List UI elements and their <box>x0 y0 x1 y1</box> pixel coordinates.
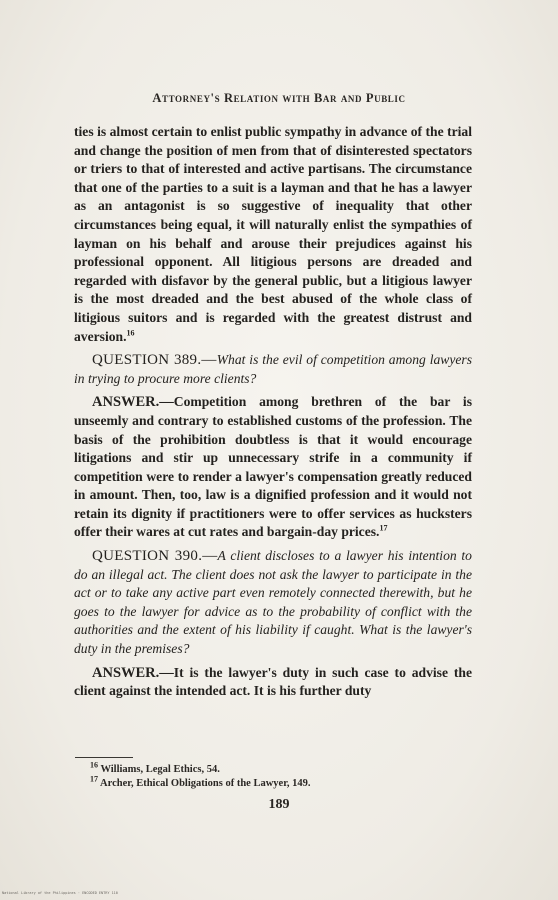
scan-stamp: National Library of the Philippines · ENCODED ENTRY 110 <box>2 891 118 895</box>
footnote-number: 17 <box>90 774 98 784</box>
question-389 <box>74 351 472 388</box>
footnote-text: Archer, Ethical Obligations of the Lawyer, 149. <box>100 778 311 789</box>
running-header: Attorney's Relation with Bar and Public <box>152 91 406 105</box>
question-390 <box>74 547 472 659</box>
footnote-17 <box>90 774 470 791</box>
page-number: 189 <box>268 797 290 812</box>
footnote-divider <box>75 757 133 758</box>
paragraph-text: ties is almost certain to enlist public sympathy in advance of the trial and change the position of men from that of disinterested spectators or triers to that of interested and active partisans. The circumstance that one of the parties to a suit is a layman and that he has a lawyer as an antagonist is so suggestive of inequality that other circumstances being equal, it will naturally enlist the sympathies of layman on his behalf and arouse their prejudices against his professional opponent. All litigious persons are dreaded and regarded with disfavor by the general public, but a litigious lawyer is the most dreaded and the best abused of the whole class of litigious suitors and is regarded with the greatest distrust and aversion. <box>74 124 472 344</box>
body-text <box>74 123 472 701</box>
footnote-ref: 17 <box>379 523 388 533</box>
question-label: QUESTION 390.— <box>92 548 218 565</box>
footnote-number: 16 <box>90 760 98 770</box>
answer-label: ANSWER.— <box>92 394 174 411</box>
answer-390 <box>74 664 472 701</box>
answer-text: Competition among brethren of the bar is unseemly and contrary to established customs of the profession. The basis of the prohibition doubtless is that it would encourage litigations and stir up unnecessary strife in a community if competition were to render a lawyer's compensation greatly reduced in amount. Then, too, law is a dignified profession and it would not retain its dignity if practitioners were to offer services as hucksters offer their wares at cut rates and bargain-day prices. <box>74 394 472 540</box>
paragraph-continuation <box>74 123 472 346</box>
footnote-ref: 16 <box>126 328 135 337</box>
footnotes <box>90 760 470 791</box>
question-label: QUESTION 389.— <box>92 352 217 369</box>
answer-text: It is the lawyer's duty in such case to advise the client against the intended act. It is his further duty <box>74 664 472 699</box>
footnote-16 <box>90 760 470 777</box>
footnote-text: Williams, Legal Ethics, 54. <box>100 764 220 775</box>
answer-label: ANSWER.— <box>92 664 174 681</box>
answer-389 <box>74 393 472 542</box>
question-text: What is the evil of competition among lawyers in trying to procure more clients? <box>74 352 472 386</box>
question-text: A client discloses to a lawyer his intention to do an illegal act. The client does not ask the lawyer to participate in the act or to take any active part even remotely connected therewith, but he goes to the lawyer for advice as to the probability of conflict with the authorities and the extent of his liability if caught. What is the lawyer's duty in the premises? <box>74 548 472 657</box>
